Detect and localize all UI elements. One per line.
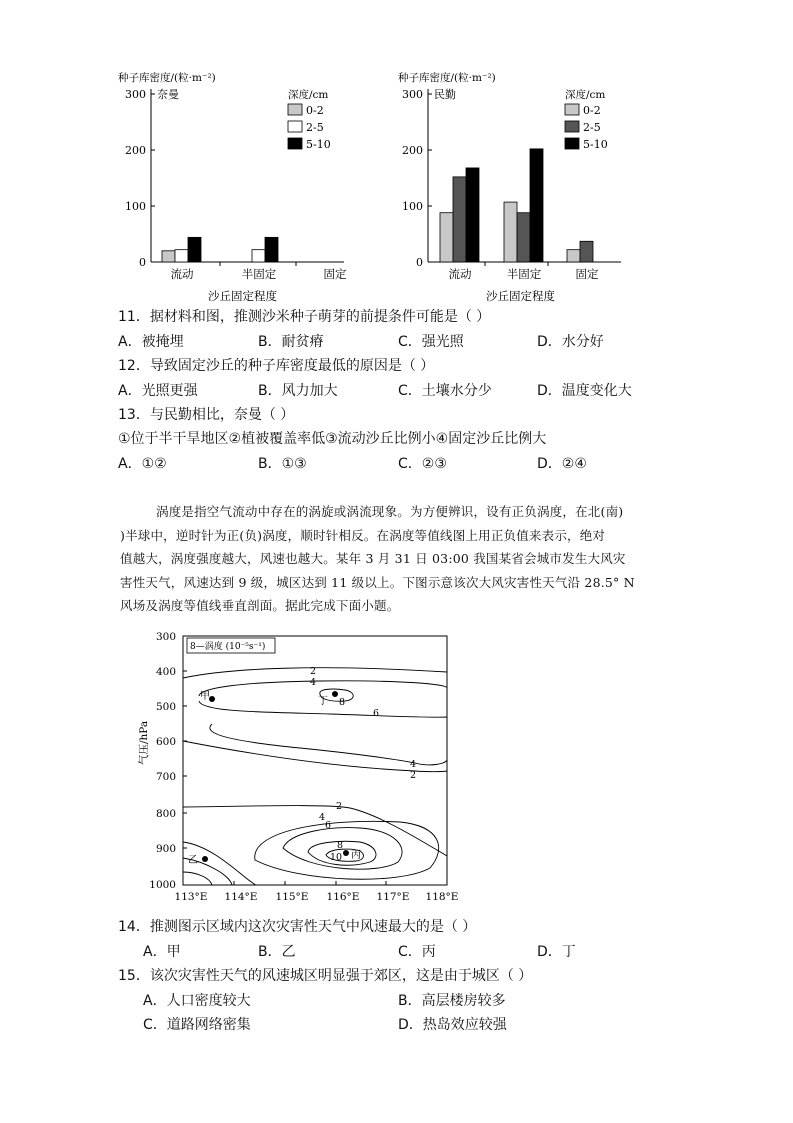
point-label: 乙	[188, 855, 198, 866]
contour-legend: 8—涡度 (10⁻⁵s⁻¹)	[190, 642, 266, 652]
q12-option-c[interactable]: C．土壤水分少	[398, 383, 492, 399]
chart2-title: 民勤	[434, 88, 456, 101]
question-15-stem: 15．该次灾害性天气的风速城区明显强于郊区，这是由于城区（ ）	[118, 968, 533, 984]
q12-option-b[interactable]: B．风力加大	[258, 383, 338, 399]
y-tick-label: 900	[155, 843, 176, 855]
contour-value: 4	[310, 677, 317, 688]
q11-option-b[interactable]: B．耐贫瘠	[258, 334, 324, 350]
legend-swatch	[288, 138, 302, 149]
bar	[265, 237, 278, 262]
question-11-stem: 11．据材料和图，推测沙米种子萌芽的前提条件可能是（ ）	[118, 309, 491, 325]
chart-naiman	[118, 71, 347, 303]
y-tick-label: 0	[139, 256, 146, 269]
q13-option-c[interactable]: C．②③	[398, 456, 447, 472]
bar	[188, 237, 201, 262]
contour-value: 6	[325, 820, 332, 831]
q13-option-a[interactable]: A．①②	[118, 456, 167, 472]
point-label: 丙	[351, 850, 361, 861]
bar	[453, 177, 466, 262]
contour-value: 2	[410, 770, 417, 781]
q15-option-b[interactable]: B．高层楼房较多	[398, 993, 506, 1009]
q14-option-b[interactable]: B．乙	[258, 944, 296, 960]
bar	[530, 149, 543, 262]
y-tick-label: 400	[155, 666, 176, 678]
contour-value: 6	[373, 708, 380, 719]
bar	[175, 250, 188, 262]
legend-title: 深度/cm	[288, 89, 329, 101]
seed-bank-charts	[0, 60, 793, 310]
legend-swatch	[565, 104, 579, 115]
chart2-xlabel: 沙丘固定程度	[486, 289, 555, 303]
y-tick-label: 500	[155, 701, 176, 713]
q12-option-d[interactable]: D．温度变化大	[537, 383, 632, 399]
contour-value: 4	[319, 812, 326, 823]
contour-value: 2	[310, 666, 317, 677]
point-label: 丁	[318, 696, 328, 707]
contour-value: 8	[339, 697, 346, 708]
passage-line: 涡度是指空气流动中存在的涡旋或涡流现象。为方便辨识，设有正负涡度，在北(南)	[156, 504, 624, 519]
point-label: 甲	[200, 691, 210, 702]
bar	[466, 168, 479, 262]
bar	[567, 250, 580, 262]
y-tick-label: 300	[155, 631, 176, 643]
y-tick-label: 600	[155, 736, 176, 748]
chart1-title: 奈曼	[157, 88, 179, 101]
legend-swatch	[565, 121, 579, 132]
legend-label: 5-10	[306, 138, 331, 151]
x-tick-label: 118°E	[425, 891, 459, 903]
passage-line: 害性天气，风速达到 9 级，城区达到 11 级以上。下图示意该次大风灾害性天气沿 28.5° N	[120, 574, 635, 590]
x-tick-label: 流动	[170, 267, 194, 281]
x-tick-label: 114°E	[224, 891, 258, 903]
passage	[120, 500, 680, 618]
x-tick-label: 113°E	[174, 891, 208, 903]
q14-option-c[interactable]: C．丙	[398, 944, 436, 960]
x-tick-label: 116°E	[326, 891, 360, 903]
legend-swatch	[288, 104, 302, 115]
y-tick-label: 200	[125, 144, 146, 157]
chart1-xlabel: 沙丘固定程度	[208, 289, 277, 303]
y-tick-label: 1000	[149, 879, 176, 891]
contour-value: 2	[336, 801, 343, 812]
q11-option-d[interactable]: D．水分好	[537, 334, 604, 350]
q14-option-d[interactable]: D．丁	[537, 944, 576, 960]
y-tick-label: 700	[155, 771, 176, 783]
y-tick-label: 200	[402, 144, 423, 157]
y-tick-label: 100	[125, 200, 146, 213]
passage-line: 值越大，涡度强度越大，风速也越大。某年 3 月 31 日 03:00 我国某省会城市发生大风灾	[120, 551, 626, 566]
x-tick-label: 115°E	[275, 891, 309, 903]
passage-line: )半球中，逆时针为正(负)涡度，顺时针相反。在涡度等值线图上用正负值来表示，绝对	[120, 527, 606, 543]
legend-label: 2-5	[583, 121, 601, 134]
contour-ylabel: 气压/hPa	[138, 720, 150, 765]
q14-option-a[interactable]: A．甲	[143, 944, 181, 960]
q11-option-c[interactable]: C．强光照	[398, 334, 464, 350]
q13-option-b[interactable]: B．①③	[258, 456, 307, 472]
y-ticks	[149, 631, 187, 891]
y-tick-label: 300	[402, 88, 423, 101]
chart-minqin	[398, 71, 621, 303]
bar	[580, 241, 593, 262]
legend-swatch	[565, 138, 579, 149]
vorticity-contour-chart	[130, 625, 470, 910]
x-tick-label: 半固定	[241, 267, 277, 281]
question-13-statements: ①位于半干旱地区②植被覆盖率低③流动沙丘比例小④固定沙丘比例大	[118, 431, 547, 447]
legend-label: 0-2	[306, 104, 324, 117]
legend-label: 0-2	[583, 104, 601, 117]
bar	[517, 213, 530, 262]
legend-label: 2-5	[306, 121, 324, 134]
q15-option-a[interactable]: A．人口密度较大	[143, 993, 251, 1009]
question-12-stem: 12．导致固定沙丘的种子库密度最低的原因是（ ）	[118, 358, 435, 374]
x-tick-label: 半固定	[506, 267, 542, 281]
x-tick-label: 固定	[323, 267, 347, 281]
y-tick-label: 800	[155, 808, 176, 820]
legend-title: 深度/cm	[565, 89, 606, 101]
q15-option-c[interactable]: C．道路网络密集	[143, 1017, 251, 1033]
legend-label: 5-10	[583, 138, 608, 151]
q13-option-d[interactable]: D．②④	[537, 456, 587, 472]
q11-option-a[interactable]: A．被掩埋	[118, 334, 184, 350]
x-tick-label: 流动	[448, 267, 472, 281]
question-13-stem: 13．与民勤相比，奈曼（ ）	[118, 407, 295, 423]
y-tick-label: 300	[125, 88, 146, 101]
bar	[162, 251, 175, 262]
passage-line: 风场及涡度等值线垂直剖面。据此完成下面小题。	[120, 598, 400, 613]
contour-value: 4	[410, 759, 417, 770]
legend-swatch	[288, 121, 302, 132]
bar	[504, 202, 517, 262]
contour-value: 8	[337, 840, 344, 851]
x-tick-label: 117°E	[376, 891, 410, 903]
y-tick-label: 100	[402, 200, 423, 213]
contour-value: 10	[330, 852, 343, 863]
question-14-stem: 14．推测图示区域内这次灾害性天气中风速最大的是（ ）	[118, 919, 477, 935]
bar	[440, 213, 453, 262]
x-tick-label: 固定	[575, 267, 599, 281]
q12-option-a[interactable]: A．光照更强	[118, 383, 198, 399]
y-tick-label: 0	[416, 256, 423, 269]
chart2-ylabel: 种子库密度/(粒·m⁻²)	[398, 72, 496, 84]
chart1-ylabel: 种子库密度/(粒·m⁻²)	[118, 72, 216, 84]
q15-option-d[interactable]: D．热岛效应较强	[398, 1017, 507, 1033]
bar	[252, 250, 265, 262]
